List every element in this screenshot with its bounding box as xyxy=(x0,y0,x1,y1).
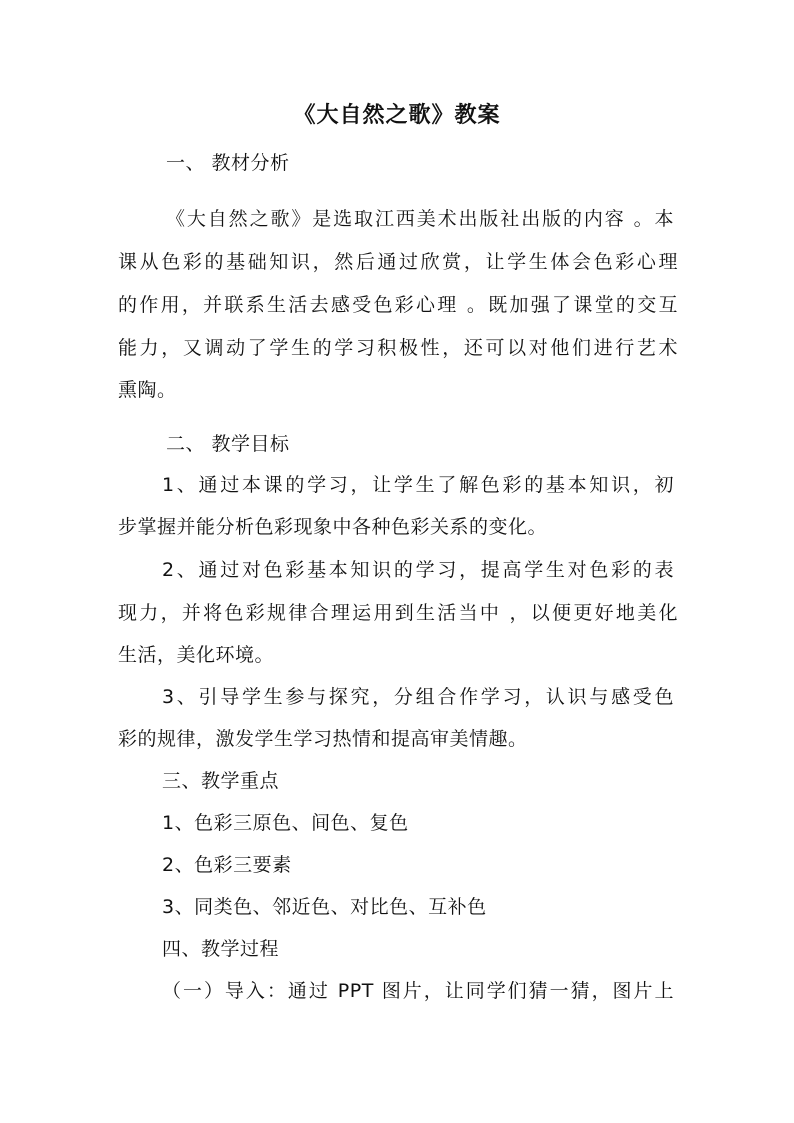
list-item-line: 2、通过对色彩基本知识的学习，提高学生对色彩的表 xyxy=(162,559,674,581)
list-item-line: 3、引导学生参与探究，分组合作学习，认识与感受色 xyxy=(162,686,674,708)
list-item-line: 彩的规律，激发学生学习热情和提高审美情趣。 xyxy=(118,728,528,750)
paragraph-line: 能力，又调动了学生的学习积极性，还可以对他们进行艺术 xyxy=(118,337,678,359)
paragraph-line: 《大自然之歌》是选取江西美术出版社出版的内容 。本 xyxy=(166,208,674,230)
paragraph-line: 的作用，并联系生活去感受色彩心理 。既加强了课堂的交互 xyxy=(118,294,678,316)
list-item-line: 1、通过本课的学习，让学生了解色彩的基本知识，初 xyxy=(162,474,674,496)
list-item-line: 现力，并将色彩规律合理运用到生活当中 ，以便更好地美化 xyxy=(118,602,678,624)
list-item: 1、色彩三原色、间色、复色 xyxy=(162,812,409,834)
list-item: 3、同类色、邻近色、对比色、互补色 xyxy=(162,896,487,918)
section-heading-analysis: 一、 教材分析 xyxy=(166,152,290,174)
document-title: 《大自然之歌》教案 xyxy=(293,103,501,128)
list-item-line: 生活，美化环境。 xyxy=(118,644,275,666)
list-item: 2、色彩三要素 xyxy=(162,854,292,876)
list-item-line: 步掌握并能分析色彩现象中各种色彩关系的变化。 xyxy=(118,516,548,538)
section-heading-key-points: 三、教学重点 xyxy=(162,770,280,792)
section-heading-objectives: 二、 教学目标 xyxy=(166,433,290,455)
paragraph-line: （一）导入：通过 PPT 图片，让同学们猜一猜，图片上 xyxy=(162,980,674,1002)
section-heading-process: 四、教学过程 xyxy=(162,938,280,960)
paragraph-line: 课从色彩的基础知识，然后通过欣赏，让学生体会色彩心理 xyxy=(118,251,678,273)
paragraph-line: 熏陶。 xyxy=(118,379,177,401)
